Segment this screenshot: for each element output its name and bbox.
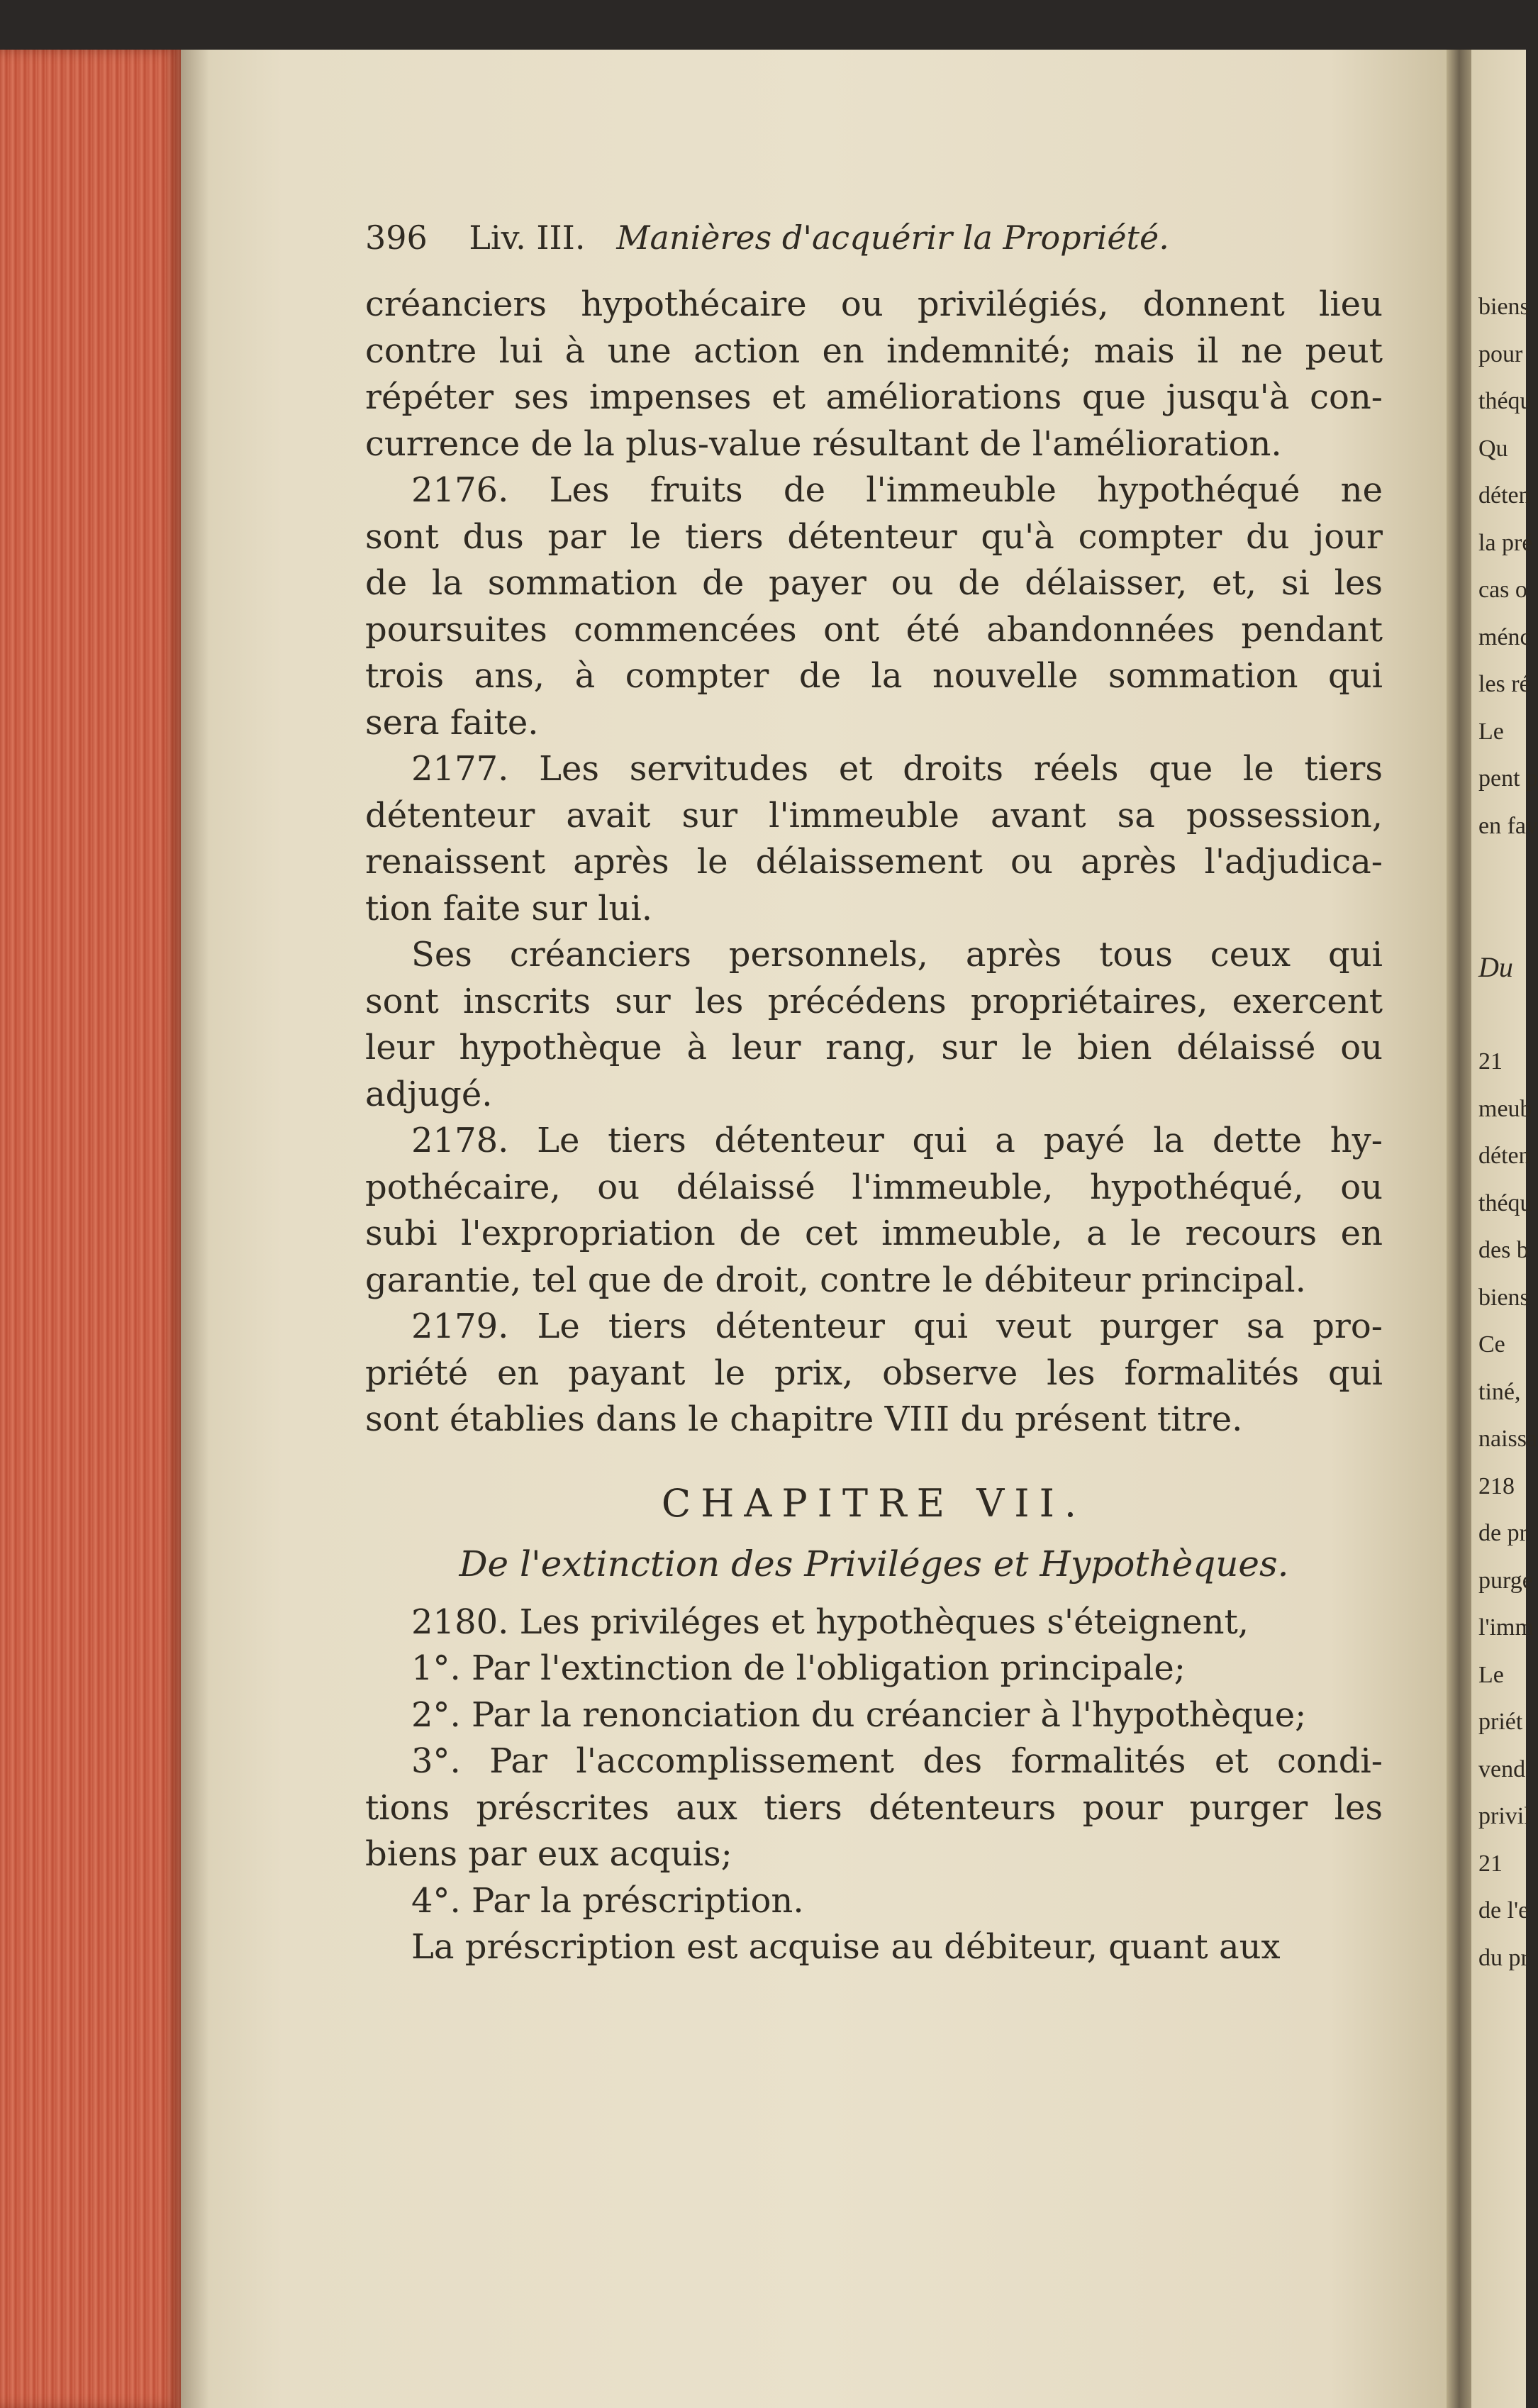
text-line: créanciers hypothécaire ou privilégiés, donnent lieu	[365, 284, 1383, 324]
text-line: trois ans, à compter de la nouvelle sommation qui	[365, 656, 1383, 696]
paragraph	[365, 1924, 1383, 1971]
text-line: tion faite sur lui.	[365, 888, 653, 928]
right-page-fragment: déten	[1478, 1143, 1531, 1169]
chapter-paragraphs	[365, 1599, 1383, 1971]
text-line: 2176. Les fruits de l'immeuble hypothéqué ne	[411, 470, 1383, 510]
text-line: 2177. Les servitudes et droits réels que le tiers	[411, 749, 1383, 789]
text-line: 1°. Par l'extinction de l'obligation principale;	[411, 1648, 1186, 1688]
text-line: de la sommation de payer ou de délaisser, et, si les	[365, 563, 1383, 603]
right-page-fragment: 21	[1478, 1048, 1503, 1075]
text-line: La préscription est acquise au débiteur, quant aux	[411, 1927, 1281, 1967]
text-line: détenteur avait sur l'immeuble avant sa possession,	[365, 795, 1383, 836]
right-page-fragment: théqu	[1478, 388, 1532, 414]
text-line: 2178. Le tiers détenteur qui a payé la dette hy-	[411, 1121, 1383, 1160]
paragraph	[365, 1878, 1383, 1925]
text-line: répéter ses impenses et améliorations que jusqu'à con-	[365, 377, 1383, 417]
text-line: biens par eux acquis;	[365, 1834, 732, 1874]
text-line: adjugé.	[365, 1074, 493, 1114]
text-line: currence de la plus-value résultant de l'amélioration.	[365, 423, 1282, 464]
text-line: 4°. Par la préscription.	[411, 1880, 804, 1921]
right-page-fragment: ménc	[1478, 623, 1531, 650]
right-page-fragment: l'imm	[1478, 1614, 1534, 1641]
paragraph	[365, 467, 1383, 746]
book-label: Liv. III.	[469, 218, 586, 257]
text-line: 2179. Le tiers détenteur qui veut purger sa pro-	[411, 1306, 1383, 1346]
page-number: 396	[365, 218, 428, 257]
right-page-fragment: déten	[1478, 482, 1531, 509]
text-line: 2180. Les priviléges et hypothèques s'éteignent,	[411, 1602, 1249, 1642]
chapter-heading: CHAPITRE VII.	[661, 1480, 1087, 1526]
running-head	[365, 216, 1383, 282]
paragraph	[365, 1646, 1383, 1692]
page-shadow	[181, 50, 209, 2408]
right-page-fragment	[1478, 992, 1528, 1039]
right-page-fragment: du pr	[1478, 1944, 1529, 1971]
right-page-fragment: pent p	[1478, 765, 1538, 792]
right-page-fragment: purge	[1478, 1567, 1533, 1594]
text-line: 2°. Par la renonciation du créancier à l'hypothèque;	[411, 1694, 1307, 1735]
text-line: leur hypothèque à leur rang, sur le bien délaissé ou	[365, 1028, 1383, 1067]
right-page-fragment: en fav	[1478, 812, 1538, 839]
right-page-fragment: la pré	[1478, 529, 1533, 556]
text-line: sera faite.	[365, 702, 539, 743]
paragraph	[365, 746, 1383, 932]
text-line: garantie, tel que de droit, contre le débiteur principal.	[365, 1260, 1306, 1300]
text-line: Ses créanciers personnels, après tous ceux qui	[411, 935, 1383, 975]
right-page-fragment: Le	[1478, 1661, 1504, 1688]
right-page-fragment: des b	[1478, 1237, 1529, 1263]
paragraph	[365, 1692, 1383, 1739]
right-page-fragment: privil	[1478, 1803, 1531, 1829]
right-page-fragment: théqu	[1478, 1189, 1532, 1216]
right-page-fragment: vend	[1478, 1755, 1526, 1782]
right-page-fragment: pour	[1478, 340, 1523, 367]
paragraph	[365, 282, 1383, 467]
right-page-fragment: Qu	[1478, 435, 1508, 462]
right-page-fragment: 218	[1478, 1472, 1515, 1499]
right-page-fragments	[1478, 284, 1538, 1982]
text-line: 3°. Par l'accomplissement des formalités et condi-	[411, 1741, 1383, 1781]
text-line: pothécaire, ou délaissé l'immeuble, hypothéqué, ou	[365, 1167, 1383, 1207]
right-page-fragment: de pr	[1478, 1520, 1527, 1546]
paragraph	[365, 932, 1383, 1118]
text-line: renaissent après le délaissement ou après l'adjudica-	[365, 842, 1383, 882]
paragraph	[365, 1118, 1383, 1304]
text-line: sont dus par le tiers détenteur qu'à compter du jour	[365, 516, 1383, 557]
page-edges	[0, 50, 181, 2408]
paragraph	[365, 1599, 1383, 1646]
right-page-fragment	[1478, 897, 1528, 945]
right-page-fragment: de l'e	[1478, 1897, 1529, 1924]
right-page-fragment: Du	[1478, 951, 1513, 983]
right-page-fragment: Ce	[1478, 1331, 1505, 1358]
paragraph	[365, 1304, 1383, 1443]
chapter-subtitle: De l'extinction des Priviléges et Hypothèques.	[459, 1543, 1289, 1585]
right-page-fragment: naissa	[1478, 1426, 1538, 1452]
page-text	[365, 216, 1383, 1971]
right-page-fragment: tiné,	[1478, 1378, 1521, 1405]
text-line: contre lui à une action en indemnité; mais il ne peut	[365, 331, 1383, 371]
right-page-fragment: 21	[1478, 1850, 1503, 1877]
text-line: sont établies dans le chapitre VIII du présent titre.	[365, 1399, 1243, 1439]
right-page-fragment: cas o	[1478, 577, 1527, 603]
right-page-fragment	[1478, 850, 1528, 897]
text-line: priété en payant le prix, observe les formalités qui	[365, 1353, 1383, 1393]
right-page-fragment: meub	[1478, 1095, 1532, 1122]
right-page-fragment: Le	[1478, 718, 1504, 745]
running-title: Manières d'acquérir la Propriété.	[616, 218, 1169, 257]
text-line: subi l'expropriation de cet immeuble, a le recours en	[365, 1214, 1383, 1253]
right-page-fragment: les ré	[1478, 671, 1530, 697]
paragraph	[365, 1738, 1383, 1878]
right-page-fragment: biens	[1478, 1284, 1529, 1311]
paragraphs	[365, 282, 1383, 1443]
book-gutter	[1447, 50, 1475, 2408]
text-line: poursuites commencées ont été abandonnées pendant	[365, 609, 1383, 650]
right-page-fragment: priét	[1478, 1709, 1523, 1735]
text-line: sont inscrits sur les précédens propriétaires, exercent	[365, 981, 1383, 1021]
text-line: tions préscrites aux tiers détenteurs pour purger les	[365, 1787, 1383, 1828]
right-page-fragment: biens	[1478, 294, 1529, 320]
